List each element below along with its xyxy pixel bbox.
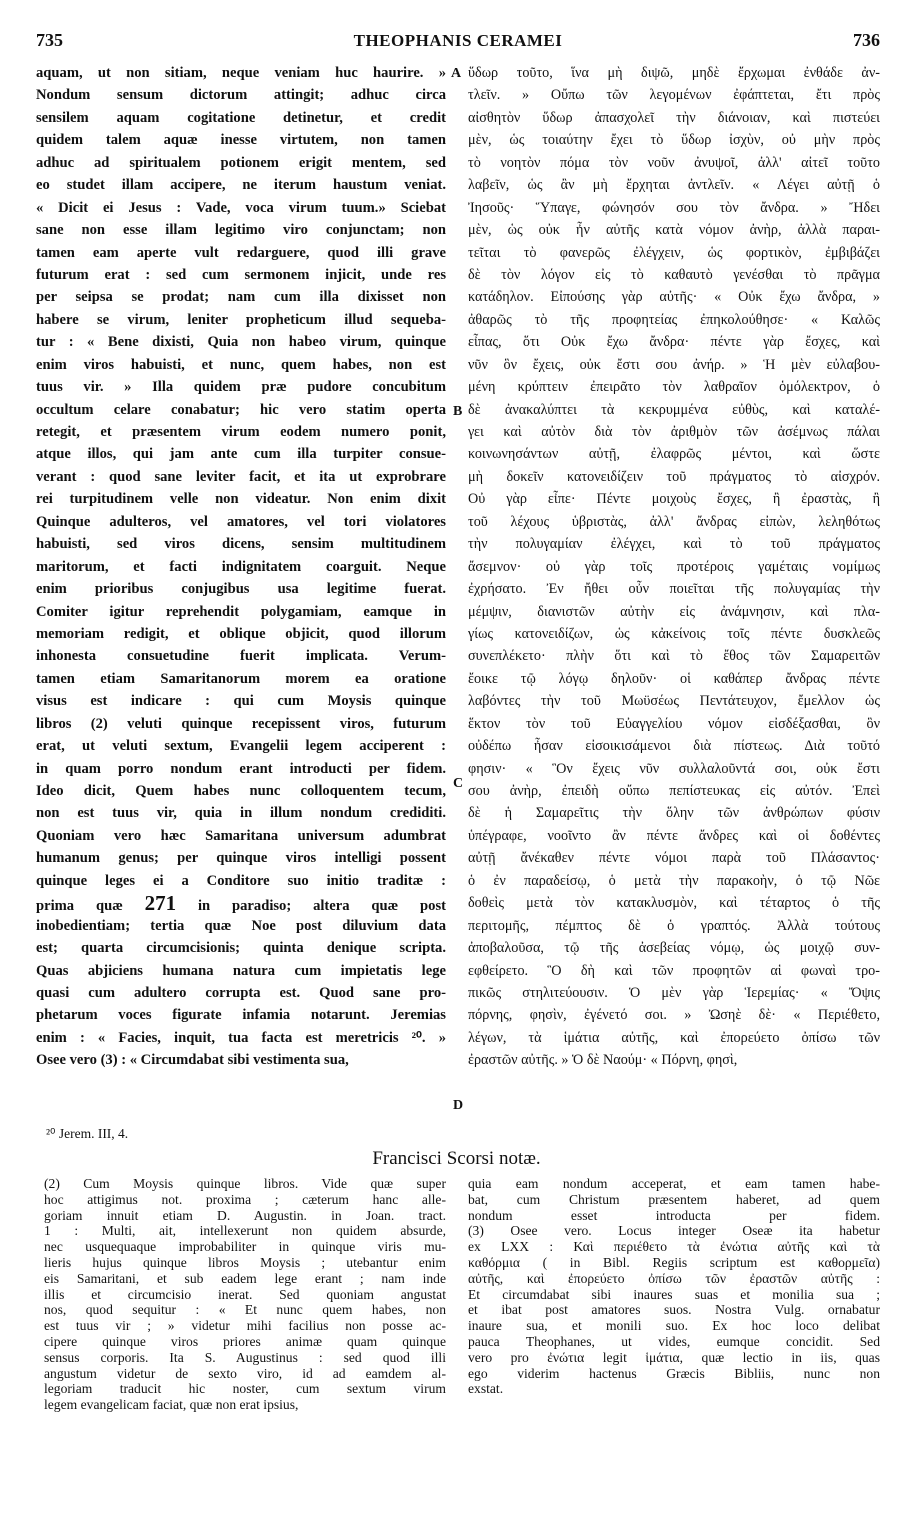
latin-text-line: enim viros habuisti, et nunc, quem habes, non est [36, 356, 446, 373]
greek-text-line: μὲν, ὡς τοιαύτην ἔχει τὸ ὕδωρ ἰσχὺν, οὐ μὴν πρὸς [468, 132, 880, 149]
latin-text-line: adhuc ad spiritualem potionem erigit mentem, sed [36, 154, 446, 171]
note-line: cipere quinque viros priores animæ quam quinque [44, 1333, 446, 1349]
latin-text-line: Comiter igitur reprehendit polygamiam, eamque in [36, 603, 446, 620]
note-line: quia eam nondum acceperat, et eam tamen habe- [468, 1176, 880, 1191]
scripture-footnote: ²⁰ Jerem. III, 4. [46, 1126, 129, 1141]
latin-text-line: maritorum, et facti indignitatem coarguit. Neque [36, 558, 446, 575]
greek-text-line: εφθείρετο. Ὃ δὴ καὶ τῶν προφητῶν αἱ φωναὶ τρο- [468, 962, 880, 979]
latin-text-line: libros (2) veluti quinque recepissent viros, futurum [36, 715, 446, 732]
greek-text-line: ἕκτον τὸν τοῦ Εὐαγγελίου νόμον εἰσδέξασθαι, ὃν [468, 715, 880, 732]
note-line: legoriam traducit hic noster, cum sextum virum [44, 1381, 446, 1397]
greek-text-line: πόρνης, φησὶν, ἐγένετό σοι. » Ὠσηὲ δὲ· « Περιέθετο, [468, 1007, 880, 1024]
latin-column [36, 62, 446, 1072]
note-line: 1 : Multi, ait, intellexerunt non quidem absurde, [44, 1223, 446, 1239]
latin-text-line: humanum genus; per quinque viros intelligi possent [36, 850, 446, 867]
running-title: THEOPHANIS CERAMEI [353, 31, 563, 50]
greek-text-line: ὑπέγραφε, νοοῖντο ἂν πέντε ἄνδρες καὶ οἱ δοθέντες [468, 827, 880, 844]
greek-text-line: κοινωνησάντων αὐτῇ, ἐλαφρῶς μέντοι, καὶ ὥστε [468, 446, 880, 463]
latin-text-line: inobedientiam; tertia quæ Noe post diluvium data [36, 917, 446, 934]
note-line: angustum videtur de sexto viro, id ad eamdem al- [44, 1365, 446, 1381]
greek-text-line: τοῦ λέχους ὑβριστὰς, ἀλλ' ἄνδρας εἰπὼν, λεληθότως [468, 513, 880, 530]
note-line: legem evangelicam faciat, quæ non erat ipsius, [44, 1397, 299, 1413]
greek-text-line: μὲν, ὡς οὐκ ἦν αὐτῆς κατὰ νόμον ἀνὴρ, ἀλλὰ παραι- [468, 222, 880, 239]
greek-text-line: τὴν πολυγαμίαν ἐλέγχει, καὶ τὸ τοῦ πράγματος [468, 536, 880, 553]
section-marker-b: B [453, 404, 463, 419]
note-line: ego viderim hactenus Græcis Bibliis, nunc non [468, 1365, 880, 1381]
latin-text-line: Osee vero (3) : « Circumdabat sibi vestimenta sua, [36, 1052, 349, 1069]
latin-text-line: quinque leges ei a Conditore suo initio traditæ : [36, 872, 446, 889]
section-marker-c: C [453, 776, 464, 791]
greek-text-line: ὕδωρ τοῦτο, ἵνα μὴ διψῶ, μηδὲ ἔρχωμαι ἐνθάδε ἀν- [468, 65, 880, 81]
greek-text-line: οὐδέπω ἦσαν εἰσοικισάμενοι διὰ πίστεως. Διὰ τοῦτό [468, 738, 880, 755]
greek-text-line: τλεῖν. » Οὔπω τῶν λεγομένων ἐφάπτεται, ἔτι πρὸς [468, 87, 880, 104]
note-line: nec usquequaque improbabiliter in quinque viris mu- [44, 1239, 446, 1255]
greek-text-line: περιτομῆς, πέμπτος δὲ ὁ γραπτός. Ἀλλὰ τούτους [468, 917, 880, 934]
latin-text-line: retegit, et præsentem virum eodem numero ponit, [36, 424, 446, 440]
latin-text-line: « Dicit ei Jesus : Vade, voca virum tuum.» Sciebat [36, 199, 446, 216]
note-line: vero pro ἐνώτια legit ἱμάτια, quæ lectio in iis, quas [468, 1349, 880, 1365]
section-marker-a: A [451, 66, 462, 81]
note-line: eis Samaritani, et sub eadem lege erant ; nam inde [44, 1270, 446, 1286]
latin-text-line: tamen etiam Samaritanorum morem ea oratione [36, 670, 446, 687]
folio-number: 271 [144, 891, 177, 916]
latin-text-line: phetarum voces figurate infamia notarunt. Jeremias [36, 1007, 446, 1024]
note-line: hoc attigimus not. proxima ; cæterum hanc alle- [44, 1191, 446, 1207]
latin-text-line: tur : « Bene dixisti, Quia non habeo virum, quinque [36, 334, 446, 351]
latin-text-line: Nondum sensum dictorum attingit; adhuc circa [36, 87, 446, 104]
page-number-right: 736 [853, 30, 880, 50]
note-line: inaure sua, et monili suo. Ex hoc loco delibat [468, 1318, 880, 1334]
latin-text-line: aquam, ut non sitiam, neque veniam huc haurire. » [36, 65, 446, 81]
latin-text-line: quidem talem aquæ inesse virtutem, non tamen [36, 132, 446, 149]
note-line: goriam innuit etiam D. Augustin. in Joan. tract. [44, 1207, 446, 1223]
note-line: pauca Theophanes, ut vides, eumque concidit. Sed [468, 1333, 880, 1349]
greek-text-line: ἔοικε τῷ λόγῳ δηλοῦν· οἱ καθάπερ ἄνδρας πέντε [468, 670, 880, 687]
note-line: (2) Cum Moysis quinque libros. Vide quæ super [44, 1176, 446, 1191]
latin-text-line: verant : quod sane leviter facit, et ita ut exprobrare [36, 468, 446, 485]
latin-text-line: Ideo dicit, Quem habes nunc colloquentem tecum, [36, 783, 446, 799]
greek-text-line: ἐραστῶν αὐτῆς. » Ὁ δὲ Ναούμ· « Πόρνη, φησὶ, [468, 1052, 738, 1069]
greek-text-line: δοθεὶς μετὰ τὸν κατακλυσμὸν, καὶ τέταρτος ὁ τῆς [468, 895, 880, 912]
note-line: αὐτῆς, καὶ ἐπορεύετο ὀπίσω τῶν ἐραστῶν αὐτῆς : [468, 1270, 880, 1286]
greek-text-line: λέγων, τὰ ἱμάτια αὐτῆς, καὶ ἐπορεύετο ὀπίσω τῶν [468, 1029, 880, 1046]
note-line: (3) Osee vero. Locus integer Oseæ ita habetur [468, 1223, 880, 1239]
greek-text-line: νῦν ὃν ἔχεις, οὐκ ἔστι σου ἀνήρ. » Ἡ μὲν εὐλαβου- [468, 356, 880, 373]
note-line: lieris hujus quinque libros Moysis ; utebantur enim [44, 1254, 446, 1270]
latin-text-line: prima quæ 271 in paradiso; altera quæ post [36, 891, 446, 916]
greek-text-line: σου ἀνὴρ, ἐπειδὴ οὔπω πεπίστευκας εἰς αὐτόν. Ἐπεὶ [468, 783, 880, 799]
note-line: sensus corporis. Ita S. Augustinus : sed quod illi [44, 1349, 446, 1365]
greek-text-line: ὁ ἐν παραδείσῳ, ὁ μετὰ τὴν παρακοὴν, ὁ τῷ Νῶε [468, 872, 880, 889]
note-line: et ibat post amatores suos. Nostra Vulg. ornabatur [468, 1302, 880, 1318]
latin-text-line: atque illos, qui jam ante cum illa turpiter consue- [36, 446, 446, 463]
latin-text-line: memoriam redigit, et oblique objicit, quod illorum [36, 625, 446, 642]
latin-text-line: rei turpitudinem velle non videatur. Non enim dixit [36, 491, 446, 508]
note-line: ex LXX : Καὶ περιέθετο τὰ ἐνώτια αὐτῆς καὶ τὰ [468, 1239, 880, 1255]
greek-text-line: δὲ τὸν λόγον εἰς τὸ καθαυτὸ γενέσθαι τὸ πρᾶγμα [468, 266, 880, 283]
latin-text-line: erat, ut veluti sextum, Evangelii legem acciperent : [36, 738, 446, 755]
latin-text-line: visus est indicare : qui cum Moysis quinque [36, 693, 446, 710]
latin-text-line: Quinque adulteros, vel amatores, vel tori violatores [36, 513, 446, 530]
latin-text-line: non est tuus vir, quia in illum nondum crediditi. [36, 805, 446, 822]
note-line: nondum esset introducta per fidem. [468, 1207, 880, 1223]
latin-text-line: habere se virum, leniter propheticum illud sequeba- [36, 311, 446, 328]
greek-text-line: γίως κατονειδίζων, ὡς κἀκείνοις τοῖς πέντε δυσκλεῶς [468, 625, 880, 642]
greek-text-line: Ἰησοῦς· Ὕπαγε, φώνησόν σου τὸν ἄνδρα. » Ἤδει [468, 199, 880, 216]
greek-text-line: πικῶς στηλιτεύουσιν. Ὁ μὲν γὰρ Ἱερεμίας· « Ὄψις [468, 984, 880, 1001]
latin-text-line: tamen eam aperte vult redarguere, quod illi grave [36, 244, 446, 261]
notes-title: Francisci Scorsi notæ. [372, 1148, 541, 1169]
greek-text-line: ἐχρήσατο. Ἐν ἤθει οὖν ποιεῖται τῆς πολυγαμίας τὴν [468, 581, 880, 598]
page-number-left: 735 [36, 30, 63, 50]
greek-text-line: δὲ ἡ Σαμαρεῖτις τὴν ὅλην τῶν ἀνθρώπων φύσιν [468, 805, 880, 822]
greek-column [468, 62, 880, 1072]
latin-text-line: occultum celare conabatur; hic vero statim operta [36, 401, 446, 418]
greek-text-line: κατάδηλον. Εἰπούσης γὰρ αὐτῆς· « Οὐκ ἔχω ἄνδρα, » [468, 289, 880, 306]
greek-text-line: μέμψιν, διανιστῶν αὐτὴν εἰς ἀνάμνησιν, καὶ πλα- [468, 603, 880, 620]
greek-text-line: μὴ δοκεῖν κατονειδίζειν τοῦ πράγματος τὸ αἰσχρόν. [468, 468, 880, 485]
latin-text-line: eo studet illam accipere, ne iterum haustum veniat. [36, 177, 446, 194]
note-line: nos, quod sequitur : « Et nunc quem habes, non [44, 1302, 446, 1318]
latin-text-line: tuus vir. » Illa quidem præ pudore concubitum [36, 379, 446, 396]
greek-text-line: γει καὶ αὐτὸν διὰ τὸν ἀριθμὸν τῶν ἀσέμνως πάλαι [468, 424, 880, 440]
note-line: καθόρμια ( in Bibl. Regiis scriptum est καθορμεῖα) [468, 1254, 880, 1270]
running-head [36, 30, 880, 60]
greek-text-line: εἶπας, ὅτι Οὐκ ἔχω ἄνδρα· πέντε γὰρ ἔσχες, καὶ [468, 334, 880, 351]
greek-text-line: μένη κρύπτειν ἐπειρᾶτο τὸν λαθραῖον ὁμόλεκτρον, ὁ [468, 379, 880, 396]
latin-text-line: Quoniam vero hæc Samaritana universum adumbrat [36, 827, 446, 844]
latin-text-line: est; quarta circumcisionis; quinta denique scripta. [36, 940, 446, 957]
latin-text-line: sane non esse illam legitimo viro conjunctam; non [36, 222, 446, 239]
note-line: bat, cum Christum præsentem haberet, ad quem [468, 1191, 880, 1207]
latin-text-line: futurum erat : sed cum sermonem injicit, unde res [36, 266, 446, 283]
greek-text-line: Οὐ γὰρ εἶπε· Πέντε μοιχοὺς ἔσχες, ἢ ἐραστὰς, ἢ [468, 491, 880, 508]
greek-text-line: δὲ ἀνακαλύπτει τὰ κεκρυμμένα εὐθὺς, καὶ καταλέ- [468, 401, 880, 418]
greek-text-line: ἄσεμνον· οὐ γὰρ τοῖς προτέροις γαμέταις νομίμως [468, 558, 880, 575]
latin-text-line: quasi cum adultero corrupta est. Quod sane pro- [36, 984, 446, 1001]
greek-text-line: ἀποβαλοῦσα, τῷ τῆς ἀσεβείας νόμῳ, ὡς μοιχῷ συν- [468, 940, 880, 957]
section-marker-d: D [453, 1098, 464, 1113]
notes-right-column [468, 1176, 880, 1397]
greek-text-line: φησιν· « Ὃν ἔχεις νῦν συλλαλοῦντά σοι, οὐκ ἔστι [468, 760, 880, 777]
latin-text-line: habuisti, sed viros dicens, sensim multitudinem [36, 536, 446, 553]
latin-text-line: per seipsa se prodat; nam cum illa dixisset non [36, 289, 446, 306]
latin-text-line: enim : « Facies, inquit, tua facta est meretricis ²⁰. » [36, 1029, 446, 1046]
greek-text-line: ἀθαρῶς τὸ τῆς προφητείας ἐπηκολούθησε· « Καλῶς [468, 311, 880, 328]
note-line: illis et circumcisio inerat. Sed quoniam angustat [44, 1286, 446, 1302]
latin-text-line: inhonesta consuetudine fuerit implicata. Verum- [36, 648, 446, 665]
note-line: Et circumdabat sibi inaures suas et monilia sua ; [468, 1286, 880, 1302]
latin-text-line: in quam porro nondum erant introducti per fidem. [36, 760, 446, 777]
note-line: exstat. [468, 1381, 504, 1397]
greek-text-line: αἰσθητὸν ὕδωρ ἀπασχολεῖ τὴν διάνοιαν, καὶ πιστεύει [468, 109, 880, 126]
note-line: est tuus vir ; » videtur mihi facilius non posse ac- [44, 1318, 446, 1334]
greek-text-line: τὸ νοητὸν πόμα τὸν νοῦν ἀνυψοῖ, ἀλλ' αἰτεῖ τοῦτο [468, 154, 880, 171]
latin-text-line: sensilem aquam cogitatione detinetur, et credit [36, 109, 446, 126]
notes-left-column [44, 1176, 446, 1413]
greek-text-line: αὐτῇ ἄνέκαθεν πέντε νόμοι παρὰ τοῦ Πλάσαντος· [468, 850, 880, 867]
greek-text-line: τεῖται τὸ φανερῶς ἐλέγχειν, ὡς φορτικὸν, ἐμβιβάζει [468, 244, 880, 261]
greek-text-line: συνεπλέκετο· πλὴν ὅτι καὶ τὸ ἔθος τῶν Σαμαρειτῶν [468, 648, 880, 665]
greek-text-line: λαβεῖν, ὡς ἂν μὴ ἔρχηται ἀντλεῖν. « Λέγει αὐτῇ ὁ [468, 177, 880, 194]
greek-text-line: λαβόντες τὴν τοῦ Μωϋσέως Πεντάτευχον, ἔμελλον ὡς [468, 693, 880, 710]
latin-text-line: enim prioribus conjugibus usa legitime fuerat. [36, 581, 446, 598]
latin-text-line: Quas abjiciens humana natura cum impietatis lege [36, 962, 446, 979]
